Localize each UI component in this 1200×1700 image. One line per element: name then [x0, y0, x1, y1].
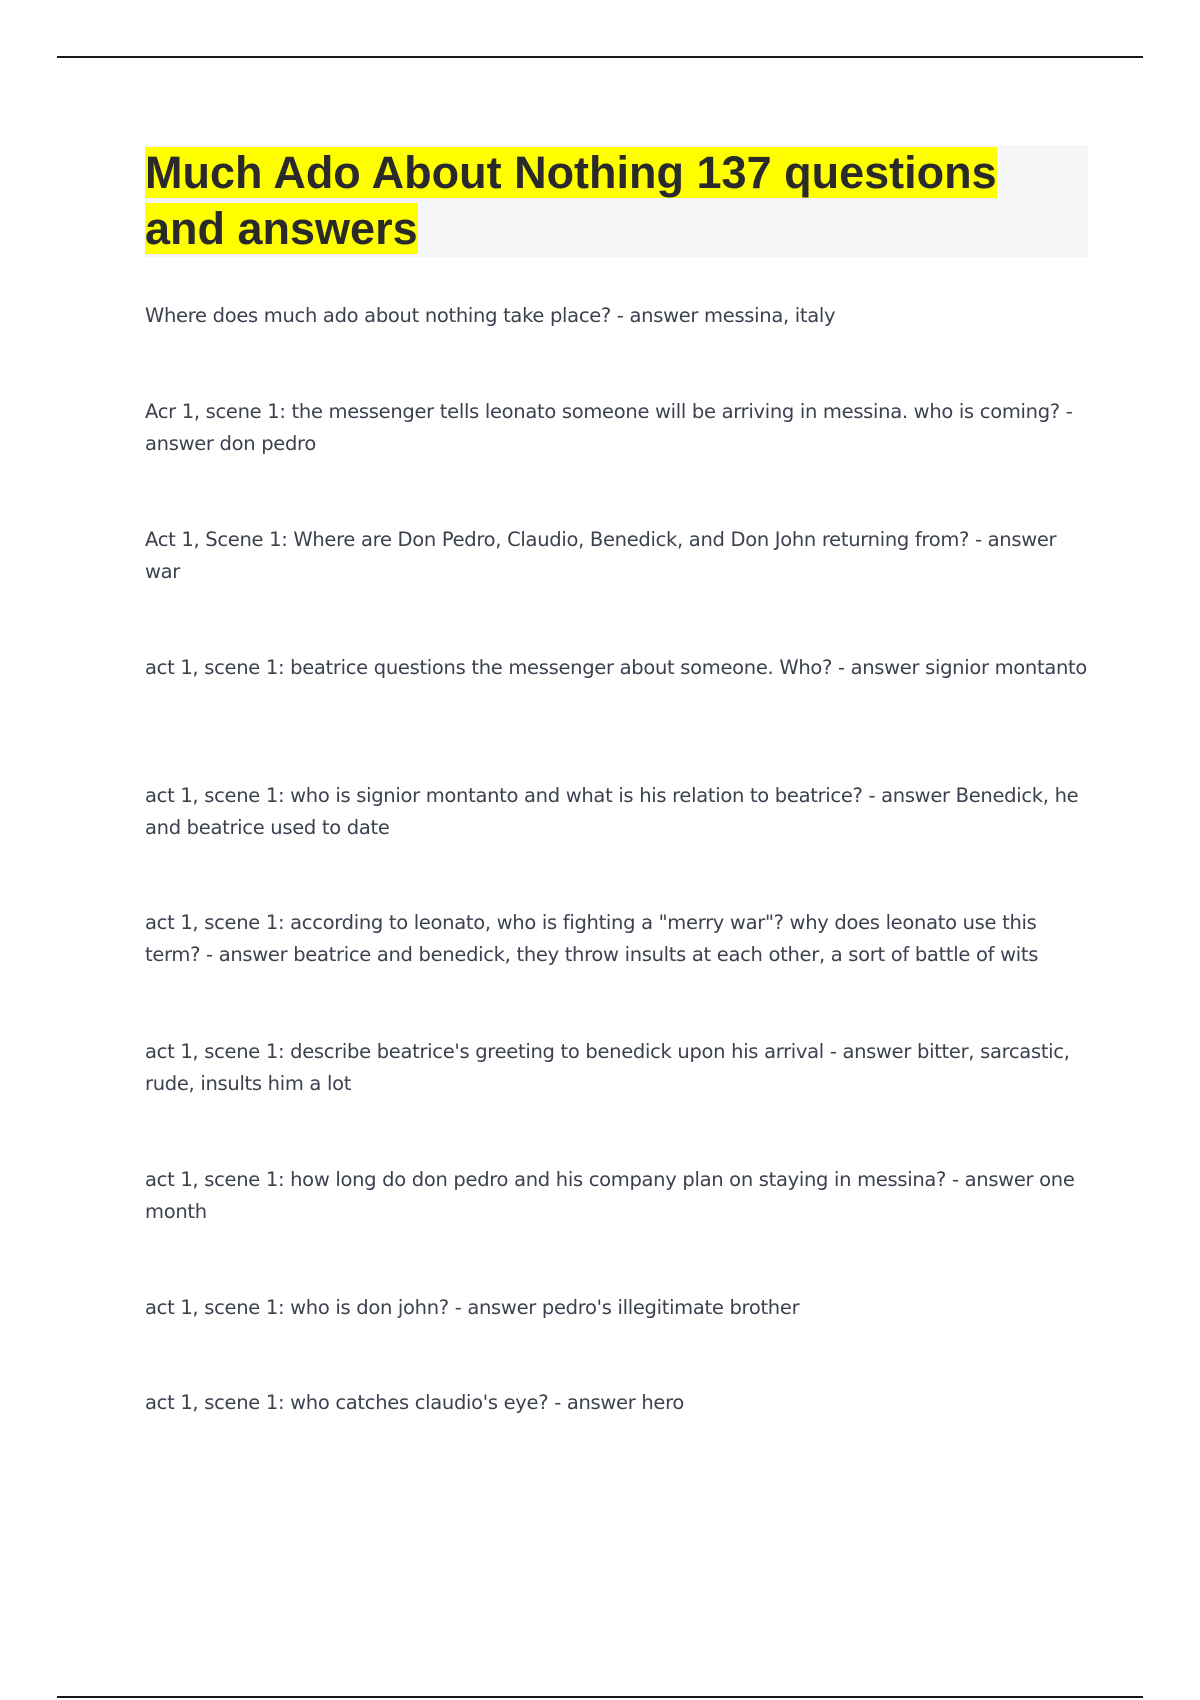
title-panel: [145, 145, 1088, 257]
top-rule: [57, 56, 1143, 58]
qa-item: act 1, scene 1: according to leonato, who is fighting a "merry war"? why does leonato use this term? - answer beatrice and benedick, they throw insults at each other, a sort of battle of wits: [145, 911, 1039, 966]
qa-item: act 1, scene 1: describe beatrice's greeting to benedick upon his arrival - answer bitter, sarcastic, rude, insults him a lot: [145, 1040, 1070, 1095]
qa-item: Where does much ado about nothing take place? - answer messina, italy: [145, 304, 836, 327]
qa-item: act 1, scene 1: who is signior montanto and what is his relation to beatrice? - answer Benedick, he and beatrice used to date: [145, 784, 1079, 839]
qa-item: act 1, scene 1: who catches claudio's eye? - answer hero: [145, 1391, 685, 1414]
qa-item: Act 1, Scene 1: Where are Don Pedro, Claudio, Benedick, and Don John returning from? - answer war: [145, 528, 1057, 583]
document-title-highlight: Much Ado About Nothing 137 questions and answers: [145, 147, 997, 254]
qa-item: act 1, scene 1: who is don john? - answer pedro's illegitimate brother: [145, 1296, 800, 1319]
document-title: [145, 145, 1088, 257]
qa-item: act 1, scene 1: how long do don pedro and his company plan on staying in messina? - answer one month: [145, 1168, 1075, 1223]
qa-item: act 1, scene 1: beatrice questions the messenger about someone. Who? - answer signior montanto: [145, 656, 1088, 679]
bottom-rule: [57, 1696, 1143, 1698]
qa-item: Acr 1, scene 1: the messenger tells leonato someone will be arriving in messina. who is coming? - answer don pedro: [145, 400, 1073, 455]
